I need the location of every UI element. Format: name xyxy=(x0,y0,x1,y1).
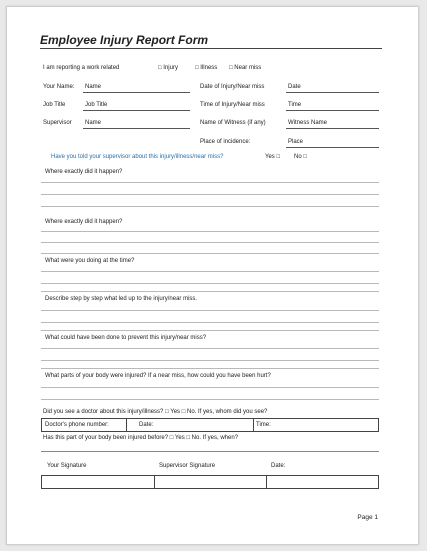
answer-line[interactable] xyxy=(41,451,379,452)
question-doing: What were you doing at the time? xyxy=(45,258,135,264)
answer-line[interactable] xyxy=(41,360,379,361)
answer-line[interactable] xyxy=(41,348,379,349)
signature-field-date[interactable] xyxy=(266,476,267,488)
job-title-field[interactable]: Job Title xyxy=(85,102,108,108)
injury-checkbox[interactable]: □ Injury xyxy=(158,65,178,71)
form-title: Employee Injury Report Form xyxy=(40,33,209,47)
told-yes-checkbox[interactable]: Yes □ xyxy=(265,154,281,160)
answer-line[interactable] xyxy=(41,368,379,369)
place-underline xyxy=(286,147,379,148)
answer-line[interactable] xyxy=(41,291,379,292)
name-underline xyxy=(83,92,190,93)
report-type-label: I am reporting a work related xyxy=(43,65,120,71)
near-miss-checkbox[interactable]: □ Near miss xyxy=(229,65,262,71)
date-injury-underline xyxy=(286,92,379,93)
answer-line[interactable] xyxy=(41,271,379,272)
supervisor-field[interactable]: Name xyxy=(85,120,102,126)
question-prevent: What could have been done to prevent this injury/near miss? xyxy=(45,335,207,341)
signature-date-label: Date: xyxy=(271,463,286,469)
answer-line[interactable] xyxy=(41,399,379,400)
page-number: Page 1 xyxy=(357,514,378,521)
witness-label: Name of Witness (if any) xyxy=(200,120,266,126)
name-field[interactable]: Name xyxy=(85,84,102,90)
supervisor-underline xyxy=(83,128,190,129)
signature-field-supervisor[interactable] xyxy=(154,476,155,488)
time-injury-label: Time of Injury/Near miss xyxy=(200,102,265,108)
illness-checkbox[interactable]: □ Illness xyxy=(195,65,218,71)
name-label: Your Name: xyxy=(43,84,75,90)
doctor-question: Did you see a doctor about this injury/illness? □ Yes □ No. If yes, whom did you see? xyxy=(43,409,268,415)
time-injury-underline xyxy=(286,110,379,111)
place-label: Place of incidence: xyxy=(200,139,251,145)
answer-line[interactable] xyxy=(41,283,379,284)
doctor-time-label: Time: xyxy=(256,422,271,428)
job-title-underline xyxy=(83,110,190,111)
supervisor-question: Have you told your supervisor about this injury/illness/near miss? xyxy=(51,154,224,160)
answer-line[interactable] xyxy=(41,206,379,207)
question-describe: Describe step by step what led up to the injury/near miss. xyxy=(45,296,198,302)
question-where-2: Where exactly did it happen? xyxy=(45,219,123,225)
answer-line[interactable] xyxy=(41,242,379,243)
place-field[interactable]: Place xyxy=(288,139,304,145)
your-signature-label: Your Signature xyxy=(47,463,87,469)
witness-underline xyxy=(286,128,379,129)
witness-field[interactable]: Witness Name xyxy=(288,120,328,126)
question-where-1: Where exactly did it happen? xyxy=(45,169,123,175)
doctor-phone-label: Doctor's phone number: xyxy=(45,422,109,428)
doctor-date-label: Date: xyxy=(139,422,154,428)
answer-line[interactable] xyxy=(41,253,379,254)
date-injury-field[interactable]: Date xyxy=(288,84,301,90)
supervisor-label: Supervisor xyxy=(43,120,72,126)
answer-line[interactable] xyxy=(41,322,379,323)
supervisor-signature-label: Supervisor Signature xyxy=(159,463,216,469)
answer-line[interactable] xyxy=(41,387,379,388)
told-no-checkbox[interactable]: No □ xyxy=(294,154,307,160)
job-title-label: Job Title xyxy=(43,102,66,108)
answer-line[interactable] xyxy=(41,182,379,183)
question-body-parts: What parts of your body were injured? If a near miss, how could you have been hurt? xyxy=(45,373,271,379)
title-underline xyxy=(40,48,382,49)
form-page xyxy=(6,6,419,545)
answer-line[interactable] xyxy=(41,310,379,311)
answer-line[interactable] xyxy=(41,330,379,331)
answer-line[interactable] xyxy=(41,194,379,195)
answer-line[interactable] xyxy=(41,231,379,232)
signature-box xyxy=(41,475,379,489)
time-injury-field[interactable]: Time xyxy=(288,102,302,108)
prior-injury-question: Has this part of your body been injured before? □ Yes □ No. If yes, when? xyxy=(43,435,239,441)
doctor-info-box xyxy=(41,418,379,432)
date-injury-label: Date of Injury/Near miss xyxy=(200,84,265,90)
